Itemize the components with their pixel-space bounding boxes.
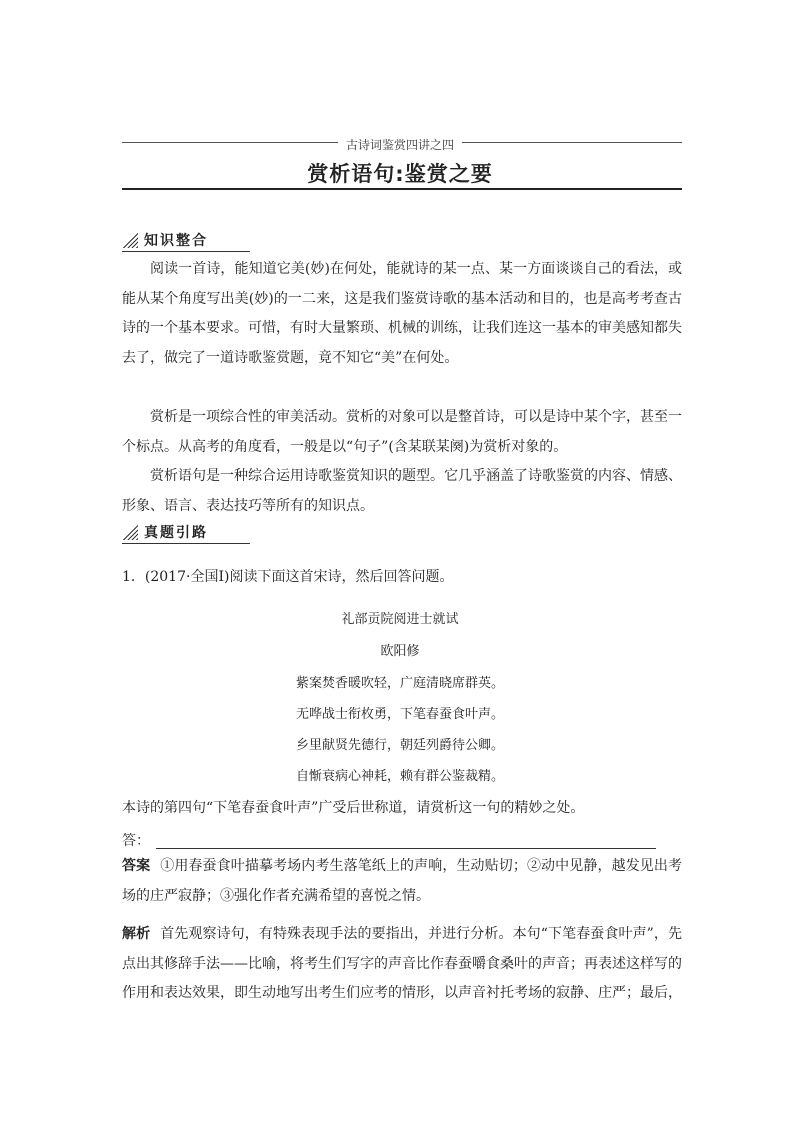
- section-heading-label: 知识整合: [144, 233, 208, 249]
- question-intro: 1．(2017·全国Ⅰ)阅读下面这首宋诗，然后回答问题。: [122, 569, 454, 585]
- poem-title: 礼部贡院阅进士就试: [341, 612, 459, 627]
- section-marker-icon: [122, 524, 138, 540]
- title-rule: [122, 188, 682, 190]
- section-marker-icon: [122, 232, 138, 248]
- answer-blank-row: [122, 830, 656, 850]
- section-heading-label: 真题引路: [144, 525, 208, 541]
- series-label: 古诗词鉴赏四讲之四: [0, 134, 800, 153]
- section-heading-exam: [122, 522, 252, 544]
- analysis-text: 首先观察诗句，有特殊表现手法的要指出，并进行分析。本句“下笔春蚕食叶声”，先点出其修辞手法——比喻，将考生们写字的声音比作春蚕嚼食桑叶的声音；再表述这样写的作用和表达效果，即生动地写出考生们应考的情形，以声音衬托考场的寂静、庄严；最后，: [122, 926, 683, 1001]
- answer-label: 答案: [122, 858, 151, 874]
- answer-prompt: 答：: [122, 833, 150, 849]
- answer-block: [122, 852, 682, 911]
- knowledge-paragraph-1: 阅读一首诗，能知道它美(妙)在何处，能就诗的某一点、某一方面谈谈自己的看法，或能从某个角度写出美(妙)的一二来，这是我们鉴赏诗歌的基本活动和目的，也是高考考查古诗的一个基本要求。可惜，有时大量繁琐、机械的训练，让我们连这一基本的审美感知都失去了，做完了一道诗歌鉴赏题，竟不知它“美”在何处。: [122, 261, 682, 366]
- analysis-label: 解析: [122, 926, 151, 942]
- section-heading-knowledge: [122, 230, 252, 252]
- poem-line: 无哗战士衔枚勇，下笔春蚕食叶声。: [295, 707, 504, 722]
- page-title: 赏析语句:鉴赏之要: [307, 162, 493, 186]
- question-text: 本诗的第四句“下笔春蚕食叶声”广受后世称道，请赏析这一句的精妙之处。: [122, 800, 585, 816]
- poem-line: 紫案焚香暖吹轻，广庭清晓席群英。: [295, 676, 504, 691]
- knowledge-paragraph-2: 赏析是一项综合性的审美活动。赏析的对象可以是整首诗，可以是诗中某个字，甚至一个标点。从高考的角度看，一般是以“句子”(含某联某阕)为赏析对象的。: [122, 409, 682, 455]
- poem-line: 自惭衰病心神耗，赖有群公鉴裁精。: [295, 769, 504, 784]
- answer-blank[interactable]: [156, 834, 656, 849]
- poem-line: 乡里献贤先德行，朝廷列爵待公卿。: [295, 738, 504, 753]
- poem-author: 欧阳修: [380, 644, 420, 659]
- answer-text: ①用春蚕食叶描摹考场内考生落笔纸上的声响，生动贴切；②动中见静，越发见出考场的庄严寂静；③强化作者充满希望的喜悦之情。: [122, 858, 683, 904]
- analysis-block: [122, 920, 682, 1009]
- knowledge-paragraph-3: 赏析语句是一种综合运用诗歌鉴赏知识的题型。它几乎涵盖了诗歌鉴赏的内容、情感、形象、语言、表达技巧等所有的知识点。: [122, 468, 682, 514]
